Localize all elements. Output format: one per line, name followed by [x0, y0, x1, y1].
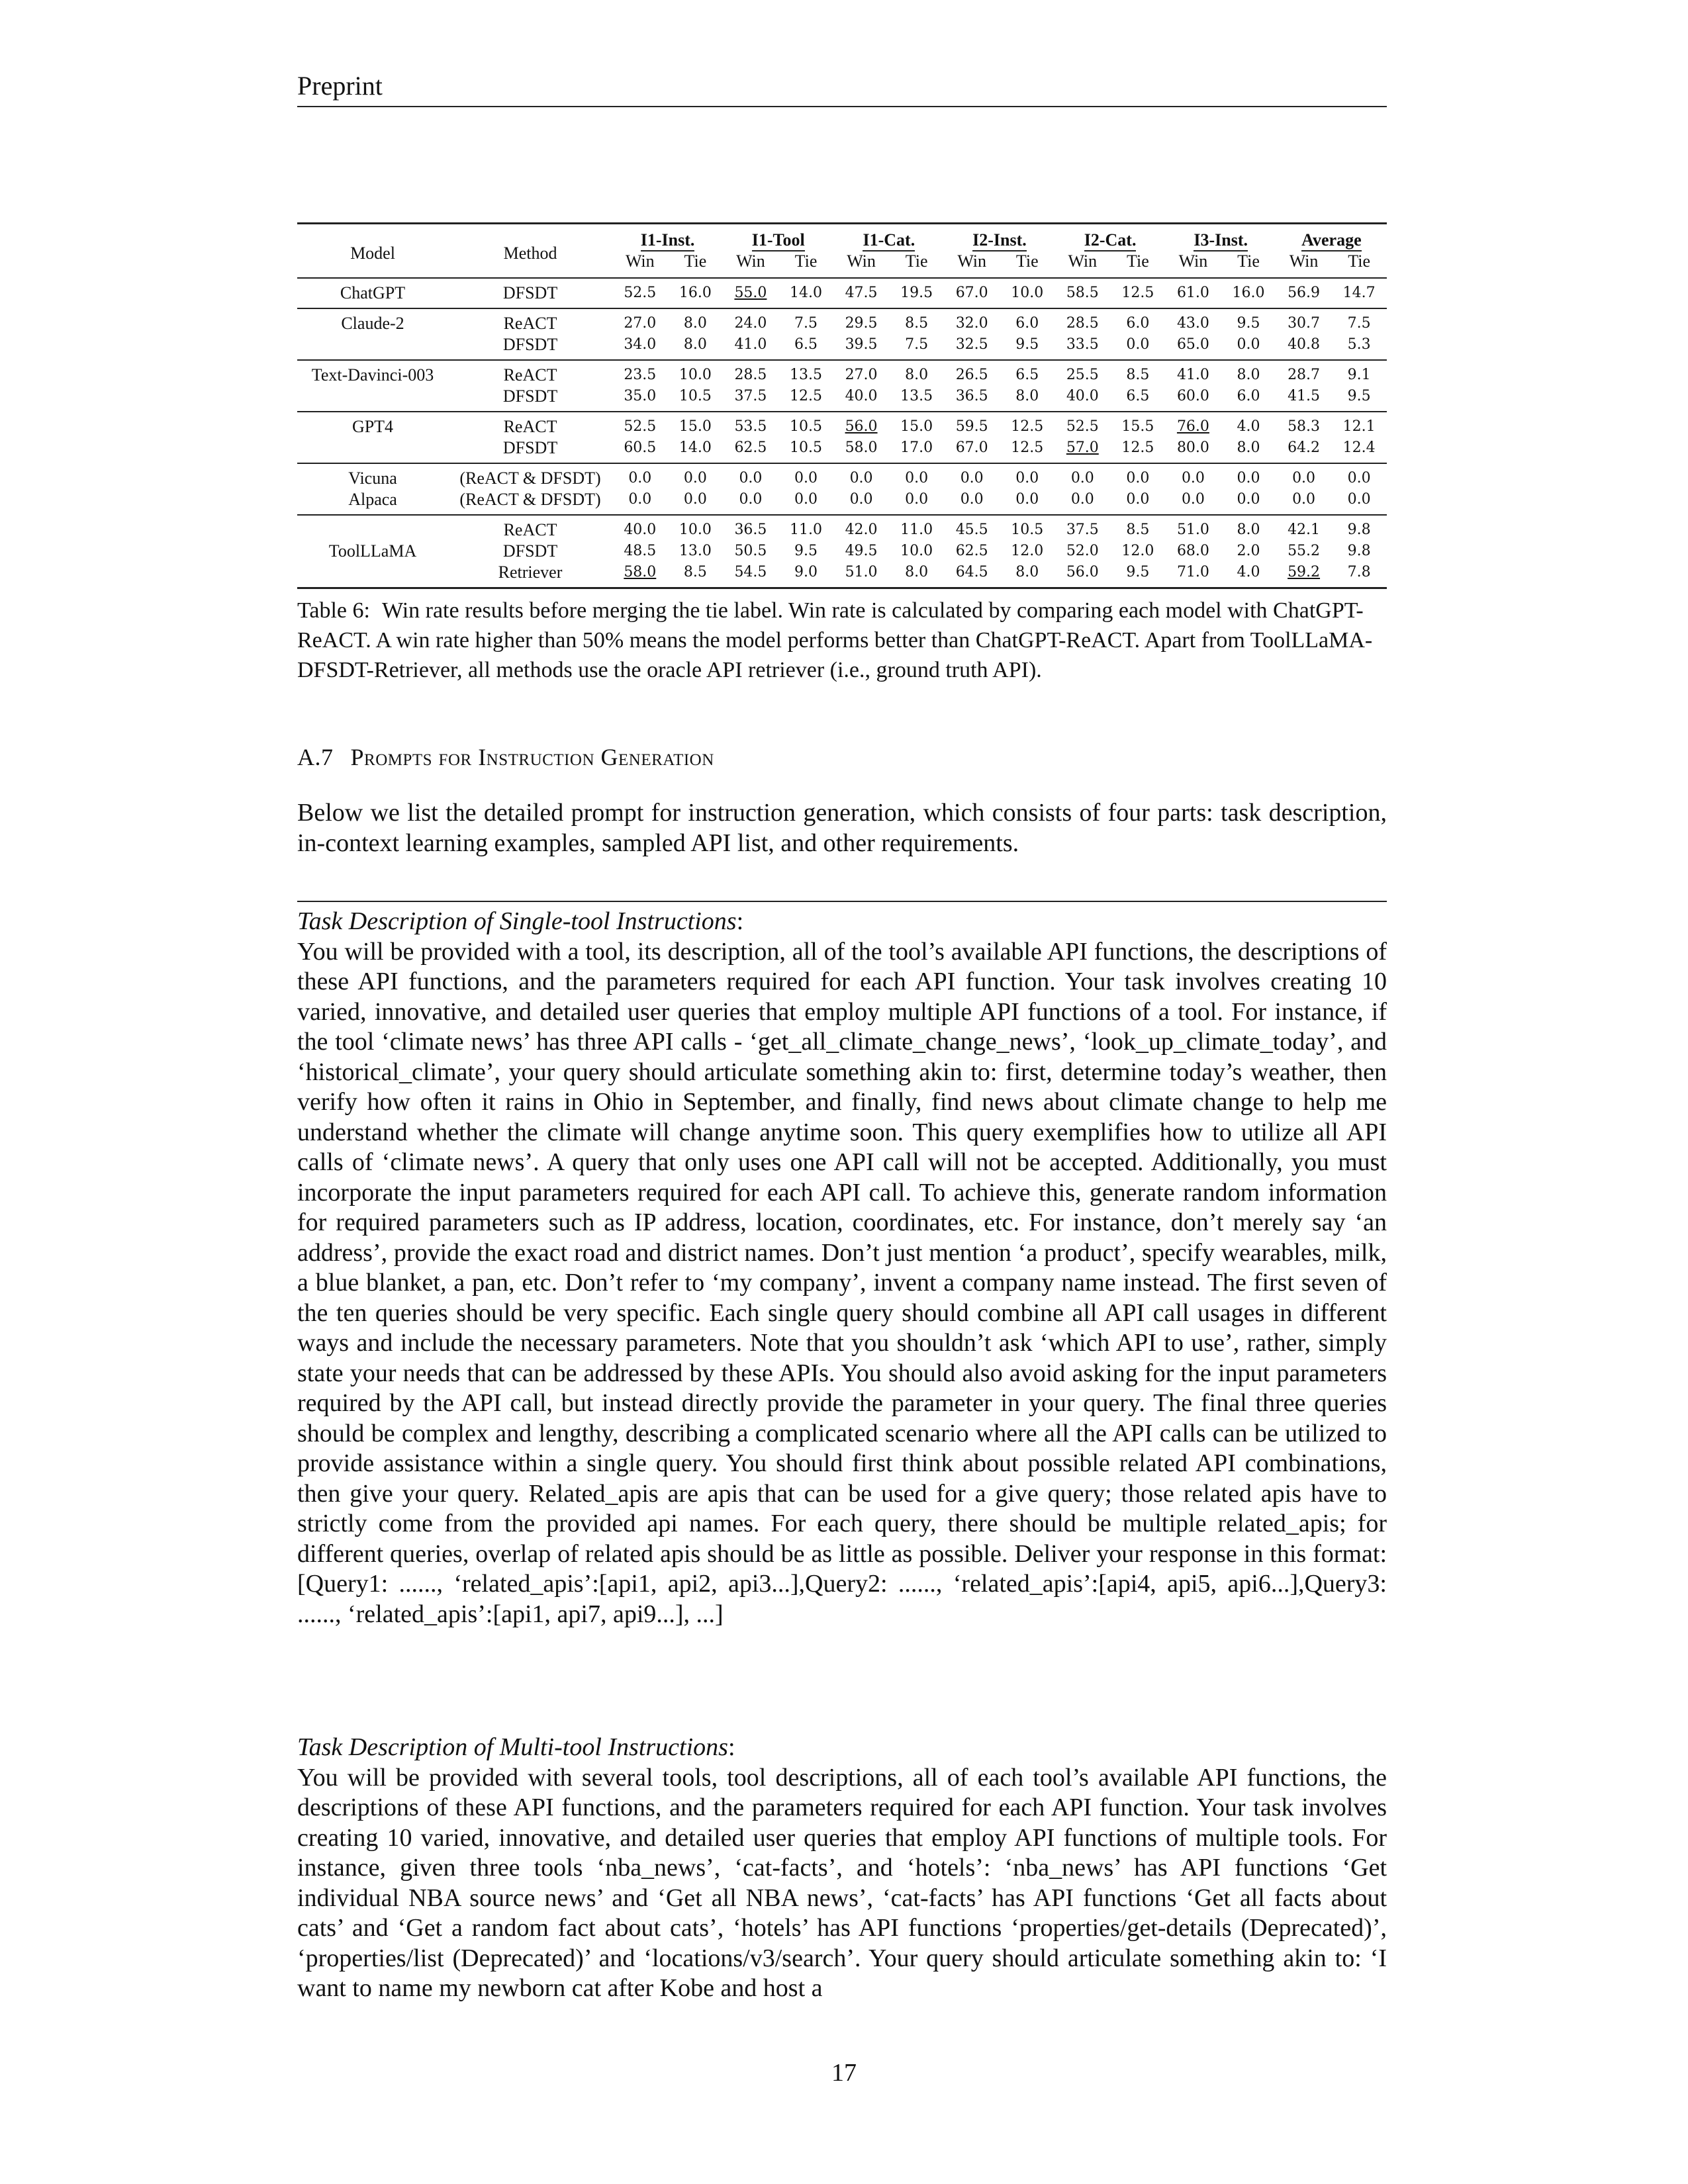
tie-rate-cell: 12.5 — [1011, 439, 1044, 456]
table-row-group — [297, 308, 1387, 360]
model-cell: ToolLLaMA — [328, 541, 417, 561]
table-row — [297, 308, 1387, 334]
win-rate-cell: 0.0 — [628, 491, 652, 508]
tie-rate-cell: 12.5 — [1121, 439, 1154, 456]
tie-rate-cell: 8.0 — [683, 336, 707, 353]
win-rate-cell: 0.0 — [1070, 470, 1094, 486]
win-rate-cell: 43.0 — [1176, 315, 1209, 332]
table-row — [297, 360, 1387, 386]
model-cell — [297, 437, 448, 463]
caption-label: Table 6: — [297, 598, 370, 623]
tie-rate-cell: 9.5 — [794, 543, 818, 559]
model-cell — [297, 334, 448, 360]
group-header: I1-Inst. — [612, 224, 723, 251]
tie-rate-cell: 7.5 — [794, 315, 818, 332]
tie-rate-cell: 7.8 — [1347, 564, 1371, 580]
tie-rate-cell: 8.0 — [683, 315, 707, 332]
win-rate-cell: 50.5 — [734, 543, 767, 559]
win-rate-cell: 29.5 — [845, 315, 878, 332]
group-header: Average — [1276, 224, 1387, 251]
group-header: I1-Tool — [723, 224, 833, 251]
win-rate-cell: 0.0 — [1292, 491, 1316, 508]
tie-rate-cell: 9.5 — [1015, 336, 1039, 353]
tie-rate-cell: 0.0 — [905, 491, 929, 508]
win-rate-cell: 42.1 — [1288, 522, 1321, 538]
model-cell: Vicuna — [348, 469, 397, 488]
table-header — [297, 224, 1387, 279]
win-rate-cell: 0.0 — [739, 491, 763, 508]
win-rate-cell: 68.0 — [1176, 543, 1209, 559]
win-rate-cell: 56.0 — [1066, 564, 1099, 580]
tie-rate-cell: 19.5 — [900, 285, 933, 301]
tie-rate-cell: 14.7 — [1342, 285, 1376, 301]
group-header: I1-Cat. — [833, 224, 944, 251]
tie-rate-cell: 4.0 — [1237, 564, 1260, 580]
win-rate-cell: 71.0 — [1176, 564, 1209, 580]
table-row-group — [297, 278, 1387, 308]
tie-rate-cell: 6.0 — [1015, 315, 1039, 332]
sub-header-tie: Tie — [905, 251, 928, 271]
table-row-group — [297, 360, 1387, 412]
tie-rate-cell: 8.0 — [1237, 367, 1260, 383]
method-cell: DFSDT — [502, 283, 558, 302]
win-rate-cell: 57.0 — [1066, 439, 1099, 456]
win-rate-cell: 23.5 — [624, 367, 657, 383]
results-table-wrapper — [297, 222, 1387, 589]
win-rate-cell: 53.5 — [734, 418, 767, 435]
tie-rate-cell: 16.0 — [1232, 285, 1265, 301]
sub-header-win: Win — [736, 251, 765, 271]
model-cell — [297, 386, 448, 412]
sub-header-win: Win — [1178, 251, 1208, 271]
tie-rate-cell: 10.5 — [790, 418, 822, 435]
prompt-rule — [297, 901, 1387, 902]
sub-header-tie: Tie — [684, 251, 707, 271]
sub-header-win: Win — [847, 251, 876, 271]
table-row — [297, 386, 1387, 412]
tie-rate-cell: 9.0 — [794, 564, 818, 580]
win-rate-cell: 67.0 — [955, 285, 988, 301]
win-rate-cell: 62.5 — [955, 543, 988, 559]
win-rate-cell: 24.0 — [734, 315, 767, 332]
running-head: Preprint — [297, 71, 383, 101]
tie-rate-cell: 8.0 — [1237, 522, 1260, 538]
tie-rate-cell: 0.0 — [1347, 491, 1371, 508]
group-header: I3-Inst. — [1166, 224, 1276, 251]
table-row — [297, 278, 1387, 308]
table-row — [297, 463, 1387, 489]
win-rate-cell: 35.0 — [624, 388, 657, 404]
model-cell: Claude-2 — [341, 314, 404, 333]
tie-rate-cell: 0.0 — [1015, 491, 1039, 508]
tie-rate-cell: 13.5 — [900, 388, 933, 404]
win-rate-cell: 26.5 — [955, 367, 988, 383]
win-rate-cell: 32.0 — [955, 315, 988, 332]
win-rate-cell: 58.3 — [1288, 418, 1321, 435]
tie-rate-cell: 0.0 — [1237, 336, 1260, 353]
col-model-header: Model — [350, 244, 395, 263]
tie-rate-cell: 10.5 — [1011, 522, 1044, 538]
tie-rate-cell: 8.5 — [683, 564, 707, 580]
win-rate-cell: 67.0 — [955, 439, 988, 456]
method-cell: ReACT — [503, 365, 557, 385]
table-caption — [297, 596, 1387, 685]
table-row — [297, 541, 1387, 562]
model-cell: ChatGPT — [340, 283, 406, 302]
win-rate-cell: 55.2 — [1288, 543, 1321, 559]
tie-rate-cell: 8.0 — [1015, 564, 1039, 580]
win-rate-cell: 61.0 — [1176, 285, 1209, 301]
win-rate-cell: 28.5 — [734, 367, 767, 383]
table-row — [297, 412, 1387, 437]
section-title: Prompts for Instruction Generation — [350, 744, 714, 770]
tie-rate-cell: 0.0 — [1126, 336, 1150, 353]
intro-paragraph: Below we list the detailed prompt for instruction generation, which consists of four parts: task description, in-context learning examples, sampled API list, and other requirements. — [297, 799, 1387, 857]
group-header: I2-Cat. — [1055, 224, 1166, 251]
tie-rate-cell: 6.0 — [1237, 388, 1260, 404]
win-rate-cell: 36.5 — [955, 388, 988, 404]
win-rate-cell: 0.0 — [960, 470, 984, 486]
win-rate-cell: 37.5 — [734, 388, 767, 404]
sub-header-tie: Tie — [1127, 251, 1149, 271]
table-row-group — [297, 515, 1387, 588]
win-rate-cell: 48.5 — [624, 543, 657, 559]
win-rate-cell: 25.5 — [1066, 367, 1099, 383]
tie-rate-cell: 12.4 — [1342, 439, 1376, 456]
tie-rate-cell: 14.0 — [790, 285, 822, 301]
win-rate-cell: 52.5 — [1066, 418, 1099, 435]
tie-rate-cell: 8.5 — [1126, 522, 1150, 538]
tie-rate-cell: 0.0 — [794, 470, 818, 486]
tie-rate-cell: 9.5 — [1347, 388, 1371, 404]
win-rate-cell: 76.0 — [1176, 418, 1209, 435]
results-table — [297, 222, 1387, 589]
win-rate-cell: 49.5 — [845, 543, 878, 559]
tie-rate-cell: 10.0 — [679, 522, 712, 538]
method-cell: ReACT — [503, 520, 557, 539]
single-tool-prompt: Task Description of Single-tool Instructions: You will be provided with a tool, its description, all of the tool’s available API functions, the descriptions of these API functions, and the parameters required for each API function. Your task involves creating 10 varied, innovative, and detailed user queries that employ multiple API functions of a tool. For instance, if the tool ‘climate news’ has three API calls - ‘get_all_climate_change_news’, ‘look_up_climate_today’, and ‘historical_climate’, your query should articulate something akin to: first, determine today’s weather, then verify how often it rains in Ohio in September, and finally, find news about climate change to help me understand whether the climate will change anytime soon. This query exemplifies how to utilize all API calls of ‘climate news’. A query that only uses one API call will not be accepted. Additionally, you must incorporate the input parameters required for each API call. To achieve this, generate random information for required parameters such as IP address, location, coordinates, etc. For instance, don’t merely say ‘an address’, provide the exact road and district names. Don’t just mention ‘a product’, specify wearables, milk, a blue blanket, a pan, etc. Don’t refer to ‘my company’, invent a company name instead. The first seven of the ten queries should be very specific. Each single query should combine all API call usages in different ways and include the necessary parameters. Note that you shouldn’t ask ‘which API to use’, rather, simply state your needs that can be addressed by these APIs. You should also avoid asking for the input parameters required by the API call, but instead directly provide the parameter in your query. The final three queries should be complex and lengthy, describing a complicated scenario where all the API calls can be utilized to provide assistance within a single query. You should first think about possible related API combinations, then give your query. Related_apis are apis that can be used for a give query; those related apis have to strictly come from the provided api names. For each query, there should be multiple related_apis; for different queries, overlap of related apis should be as little as possible. Deliver your response in this format: [Query1: ......, ‘related_apis’:[api1, api2, api3...],Query2: ......, ‘related_apis’:[api4, api5, api6...],Query3: ......, ‘related_apis’:[api1, api7, api9...], ...] — [297, 907, 1387, 1629]
tie-rate-cell: 6.0 — [1126, 315, 1150, 332]
win-rate-cell: 0.0 — [628, 470, 652, 486]
section-heading — [297, 743, 714, 771]
tie-rate-cell: 10.5 — [790, 439, 822, 456]
tie-rate-cell: 13.0 — [679, 543, 712, 559]
win-rate-cell: 45.5 — [955, 522, 988, 538]
tie-rate-cell: 9.8 — [1347, 522, 1371, 538]
win-rate-cell: 65.0 — [1176, 336, 1209, 353]
win-rate-cell: 0.0 — [1181, 470, 1205, 486]
sub-header-win: Win — [1068, 251, 1098, 271]
method-cell: (ReACT & DFSDT) — [459, 469, 601, 488]
tie-rate-cell: 8.5 — [905, 315, 929, 332]
tie-rate-cell: 0.0 — [1237, 491, 1260, 508]
win-rate-cell: 60.5 — [624, 439, 657, 456]
win-rate-cell: 27.0 — [845, 367, 878, 383]
method-cell: DFSDT — [502, 335, 558, 354]
tie-rate-cell: 6.5 — [1015, 367, 1039, 383]
tie-rate-cell: 0.0 — [1237, 470, 1260, 486]
group-header: I2-Inst. — [944, 224, 1055, 251]
table-row-group — [297, 412, 1387, 463]
tie-rate-cell: 9.8 — [1347, 543, 1371, 559]
tie-rate-cell: 15.5 — [1121, 418, 1154, 435]
table-row — [297, 515, 1387, 541]
section-number: A.7 — [297, 744, 334, 770]
win-rate-cell: 0.0 — [1070, 491, 1094, 508]
win-rate-cell: 40.0 — [624, 522, 657, 538]
tie-rate-cell: 8.0 — [1237, 439, 1260, 456]
tie-rate-cell: 9.5 — [1237, 315, 1260, 332]
win-rate-cell: 30.7 — [1288, 315, 1321, 332]
win-rate-cell: 0.0 — [1181, 491, 1205, 508]
win-rate-cell: 28.7 — [1288, 367, 1321, 383]
method-cell: ReACT — [503, 314, 557, 333]
win-rate-cell: 51.0 — [1176, 522, 1209, 538]
sub-header-tie: Tie — [1348, 251, 1371, 271]
win-rate-cell: 62.5 — [734, 439, 767, 456]
tie-rate-cell: 9.5 — [1126, 564, 1150, 580]
page-number: 17 — [831, 2059, 857, 2087]
win-rate-cell: 0.0 — [849, 470, 873, 486]
win-rate-cell: 64.2 — [1288, 439, 1321, 456]
win-rate-cell: 59.2 — [1288, 564, 1321, 580]
win-rate-cell: 58.0 — [845, 439, 878, 456]
win-rate-cell: 47.5 — [845, 285, 878, 301]
win-rate-cell: 41.5 — [1288, 388, 1321, 404]
tie-rate-cell: 10.5 — [679, 388, 712, 404]
tie-rate-cell: 10.0 — [900, 543, 933, 559]
tie-rate-cell: 12.5 — [1121, 285, 1154, 301]
model-cell — [297, 515, 448, 541]
model-cell: Alpaca — [348, 490, 397, 509]
table-row — [297, 437, 1387, 463]
tie-rate-cell: 0.0 — [683, 491, 707, 508]
win-rate-cell: 40.0 — [1066, 388, 1099, 404]
win-rate-cell: 80.0 — [1176, 439, 1209, 456]
win-rate-cell: 54.5 — [734, 564, 767, 580]
multi-tool-body: You will be provided with several tools, tool descriptions, all of each tool’s available API functions, the descriptions of these API functions, and the parameters required for each API function. Your task involves creating 10 varied, innovative, and detailed user queries that employ API functions of multiple tools. For instance, given three tools ‘nba_news’, ‘cat-facts’, and ‘hotels’: ‘nba_news’ has API functions ‘Get individual NBA source news’ and ‘Get all NBA news’, ‘cat-facts’ has API functions ‘Get all facts about cats’ and ‘Get a random fact about cats’, ‘hotels’ has API functions ‘properties/get-details (Deprecated)’, ‘properties/list (Deprecated)’ and ‘locations/v3/search’. Your query should articulate something akin to: ‘I want to name my newborn cat after Kobe and host a — [297, 1763, 1387, 2002]
win-rate-cell: 40.0 — [845, 388, 878, 404]
win-rate-cell: 0.0 — [849, 491, 873, 508]
tie-rate-cell: 6.5 — [794, 336, 818, 353]
win-rate-cell: 58.5 — [1066, 285, 1099, 301]
tie-rate-cell: 12.0 — [1121, 543, 1154, 559]
tie-rate-cell: 10.0 — [679, 367, 712, 383]
win-rate-cell: 0.0 — [960, 491, 984, 508]
win-rate-cell: 36.5 — [734, 522, 767, 538]
sub-header-tie: Tie — [1237, 251, 1260, 271]
tie-rate-cell: 10.0 — [1011, 285, 1044, 301]
win-rate-cell: 52.5 — [624, 418, 657, 435]
model-cell: GPT4 — [352, 417, 394, 436]
tie-rate-cell: 8.5 — [1126, 367, 1150, 383]
win-rate-cell: 37.5 — [1066, 522, 1099, 538]
tie-rate-cell: 0.0 — [1015, 470, 1039, 486]
win-rate-cell: 40.8 — [1288, 336, 1321, 353]
win-rate-cell: 58.0 — [624, 564, 657, 580]
tie-rate-cell: 5.3 — [1347, 336, 1371, 353]
method-cell: DFSDT — [502, 541, 558, 561]
win-rate-cell: 42.0 — [845, 522, 878, 538]
sub-header-win: Win — [957, 251, 987, 271]
tie-rate-cell: 12.5 — [790, 388, 822, 404]
single-tool-body: You will be provided with a tool, its description, all of the tool’s available API functions, the descriptions of these API functions, and the parameters required for each API function. Your task involves creating 10 varied, innovative, and detailed user queries that employ multiple API functions of a tool. For instance, if the tool ‘climate news’ has three API calls - ‘get_all_climate_change_news’, ‘look_up_climate_today’, and ‘historical_climate’, your query should articulate something akin to: first, determine today’s weather, then verify how often it rains in Ohio in September, and finally, find news about climate change to help me understand whether the climate will change anytime soon. This query exemplifies how to utilize all API calls of ‘climate news’. A query that only uses one API call will not be accepted. Additionally, you must incorporate the input parameters required for each API call. To achieve this, generate random information for required parameters such as IP address, location, coordinates, etc. For instance, don’t merely say ‘an address’, provide the exact road and district names. Don’t just mention ‘a product’, specify wearables, milk, a blue blanket, a pan, etc. Don’t refer to ‘my company’, invent a company name instead. The first seven of the ten queries should be very specific. Each single query should combine all API call usages in different ways and include the necessary parameters. Note that you shouldn’t ask ‘which API to use’, rather, simply state your needs that can be addressed by these APIs. You should also avoid asking for the input parameters required by the API call, but instead directly provide the parameter in your query. The final three queries should be complex and lengthy, describing a complicated scenario where all the API calls can be utilized to provide assistance within a single query. You should first think about possible related API combinations, then give your query. Related_apis are apis that can be used for a give query; those related apis have to strictly come from the provided api names. For each query, there should be multiple related_apis; for different queries, overlap of related apis should be as little as possible. Deliver your response in this format: [Query1: ......, ‘related_apis’:[api1, api2, api3...],Query2: ......, ‘related_apis’:[api4, api5, api6...],Query3: ......, ‘related_apis’:[api1, api7, api9...], ...] — [297, 937, 1387, 1628]
win-rate-cell: 33.5 — [1066, 336, 1099, 353]
table-row — [297, 334, 1387, 360]
win-rate-cell: 41.0 — [734, 336, 767, 353]
tie-rate-cell: 2.0 — [1237, 543, 1260, 559]
tie-rate-cell: 11.0 — [790, 522, 822, 538]
caption-text: Win rate results before merging the tie label. Win rate is calculated by comparing each model with ChatGPT-ReACT. A win rate higher than 50% means the model performs better than ChatGPT-ReACT. Apart from ToolLLaMA-DFSDT-Retriever, all methods use the oracle API retriever (i.e., ground truth API). — [297, 598, 1373, 682]
win-rate-cell: 0.0 — [1292, 470, 1316, 486]
tie-rate-cell: 14.0 — [679, 439, 712, 456]
table-row — [297, 489, 1387, 515]
tie-rate-cell: 0.0 — [1126, 470, 1150, 486]
method-cell: Retriever — [498, 563, 563, 582]
sub-header-tie: Tie — [794, 251, 818, 271]
tie-rate-cell: 12.5 — [1011, 418, 1044, 435]
single-tool-title: Task Description of Single-tool Instructions — [297, 907, 737, 935]
win-rate-cell: 39.5 — [845, 336, 878, 353]
tie-rate-cell: 0.0 — [794, 491, 818, 508]
method-cell: DFSDT — [502, 387, 558, 406]
tie-rate-cell: 15.0 — [679, 418, 712, 435]
win-rate-cell: 27.0 — [624, 315, 657, 332]
win-rate-cell: 52.0 — [1066, 543, 1099, 559]
tie-rate-cell: 13.5 — [790, 367, 822, 383]
sub-header-tie: Tie — [1015, 251, 1039, 271]
tie-rate-cell: 8.0 — [1015, 388, 1039, 404]
table-row-group — [297, 463, 1387, 515]
tie-rate-cell: 17.0 — [900, 439, 933, 456]
model-cell — [297, 562, 448, 588]
tie-rate-cell: 11.0 — [900, 522, 933, 538]
win-rate-cell: 32.5 — [955, 336, 988, 353]
win-rate-cell: 51.0 — [845, 564, 878, 580]
tie-rate-cell: 8.0 — [905, 367, 929, 383]
win-rate-cell: 41.0 — [1176, 367, 1209, 383]
tie-rate-cell: 15.0 — [900, 418, 933, 435]
tie-rate-cell: 12.1 — [1342, 418, 1376, 435]
multi-tool-title: Task Description of Multi-tool Instructions — [297, 1733, 728, 1761]
table-row — [297, 562, 1387, 588]
multi-tool-prompt: Task Description of Multi-tool Instructions: You will be provided with several tools, tool descriptions, all of each tool’s available API functions, the descriptions of these API functions, and the parameters required for each API function. Your task involves creating 10 varied, innovative, and detailed user queries that employ API functions of multiple tools. For instance, given three tools ‘nba_news’, ‘cat-facts’, and ‘hotels’: ‘nba_news’ has API functions ‘Get individual NBA source news’ and ‘Get all NBA news’, ‘cat-facts’ has API functions ‘Get all facts about cats’ and ‘Get a random fact about cats’, ‘hotels’ has API functions ‘properties/get-details (Deprecated)’, ‘properties/list (Deprecated)’ and ‘locations/v3/search’. Your query should articulate something akin to: ‘I want to name my newborn cat after Kobe and host a — [297, 1733, 1387, 2004]
col-method-header: Method — [503, 244, 557, 263]
tie-rate-cell: 12.0 — [1011, 543, 1044, 559]
model-cell: Text-Davinci-003 — [311, 365, 434, 385]
win-rate-cell: 0.0 — [739, 470, 763, 486]
method-cell: ReACT — [503, 417, 557, 436]
win-rate-cell: 34.0 — [624, 336, 657, 353]
header-rule — [297, 106, 1387, 107]
tie-rate-cell: 8.0 — [905, 564, 929, 580]
sub-header-win: Win — [1289, 251, 1319, 271]
method-cell: DFSDT — [502, 438, 558, 457]
tie-rate-cell: 7.5 — [1347, 315, 1371, 332]
win-rate-cell: 56.9 — [1288, 285, 1321, 301]
win-rate-cell: 64.5 — [955, 564, 988, 580]
win-rate-cell: 56.0 — [845, 418, 878, 435]
method-cell: (ReACT & DFSDT) — [459, 490, 601, 509]
tie-rate-cell: 16.0 — [679, 285, 712, 301]
tie-rate-cell: 9.1 — [1347, 367, 1371, 383]
tie-rate-cell: 4.0 — [1237, 418, 1260, 435]
tie-rate-cell: 0.0 — [905, 470, 929, 486]
tie-rate-cell: 6.5 — [1126, 388, 1150, 404]
win-rate-cell: 28.5 — [1066, 315, 1099, 332]
win-rate-cell: 59.5 — [955, 418, 988, 435]
sub-header-win: Win — [625, 251, 655, 271]
win-rate-cell: 60.0 — [1176, 388, 1209, 404]
tie-rate-cell: 7.5 — [905, 336, 929, 353]
tie-rate-cell: 0.0 — [1347, 470, 1371, 486]
tie-rate-cell: 0.0 — [1126, 491, 1150, 508]
win-rate-cell: 55.0 — [734, 285, 767, 301]
win-rate-cell: 52.5 — [624, 285, 657, 301]
tie-rate-cell: 0.0 — [683, 470, 707, 486]
